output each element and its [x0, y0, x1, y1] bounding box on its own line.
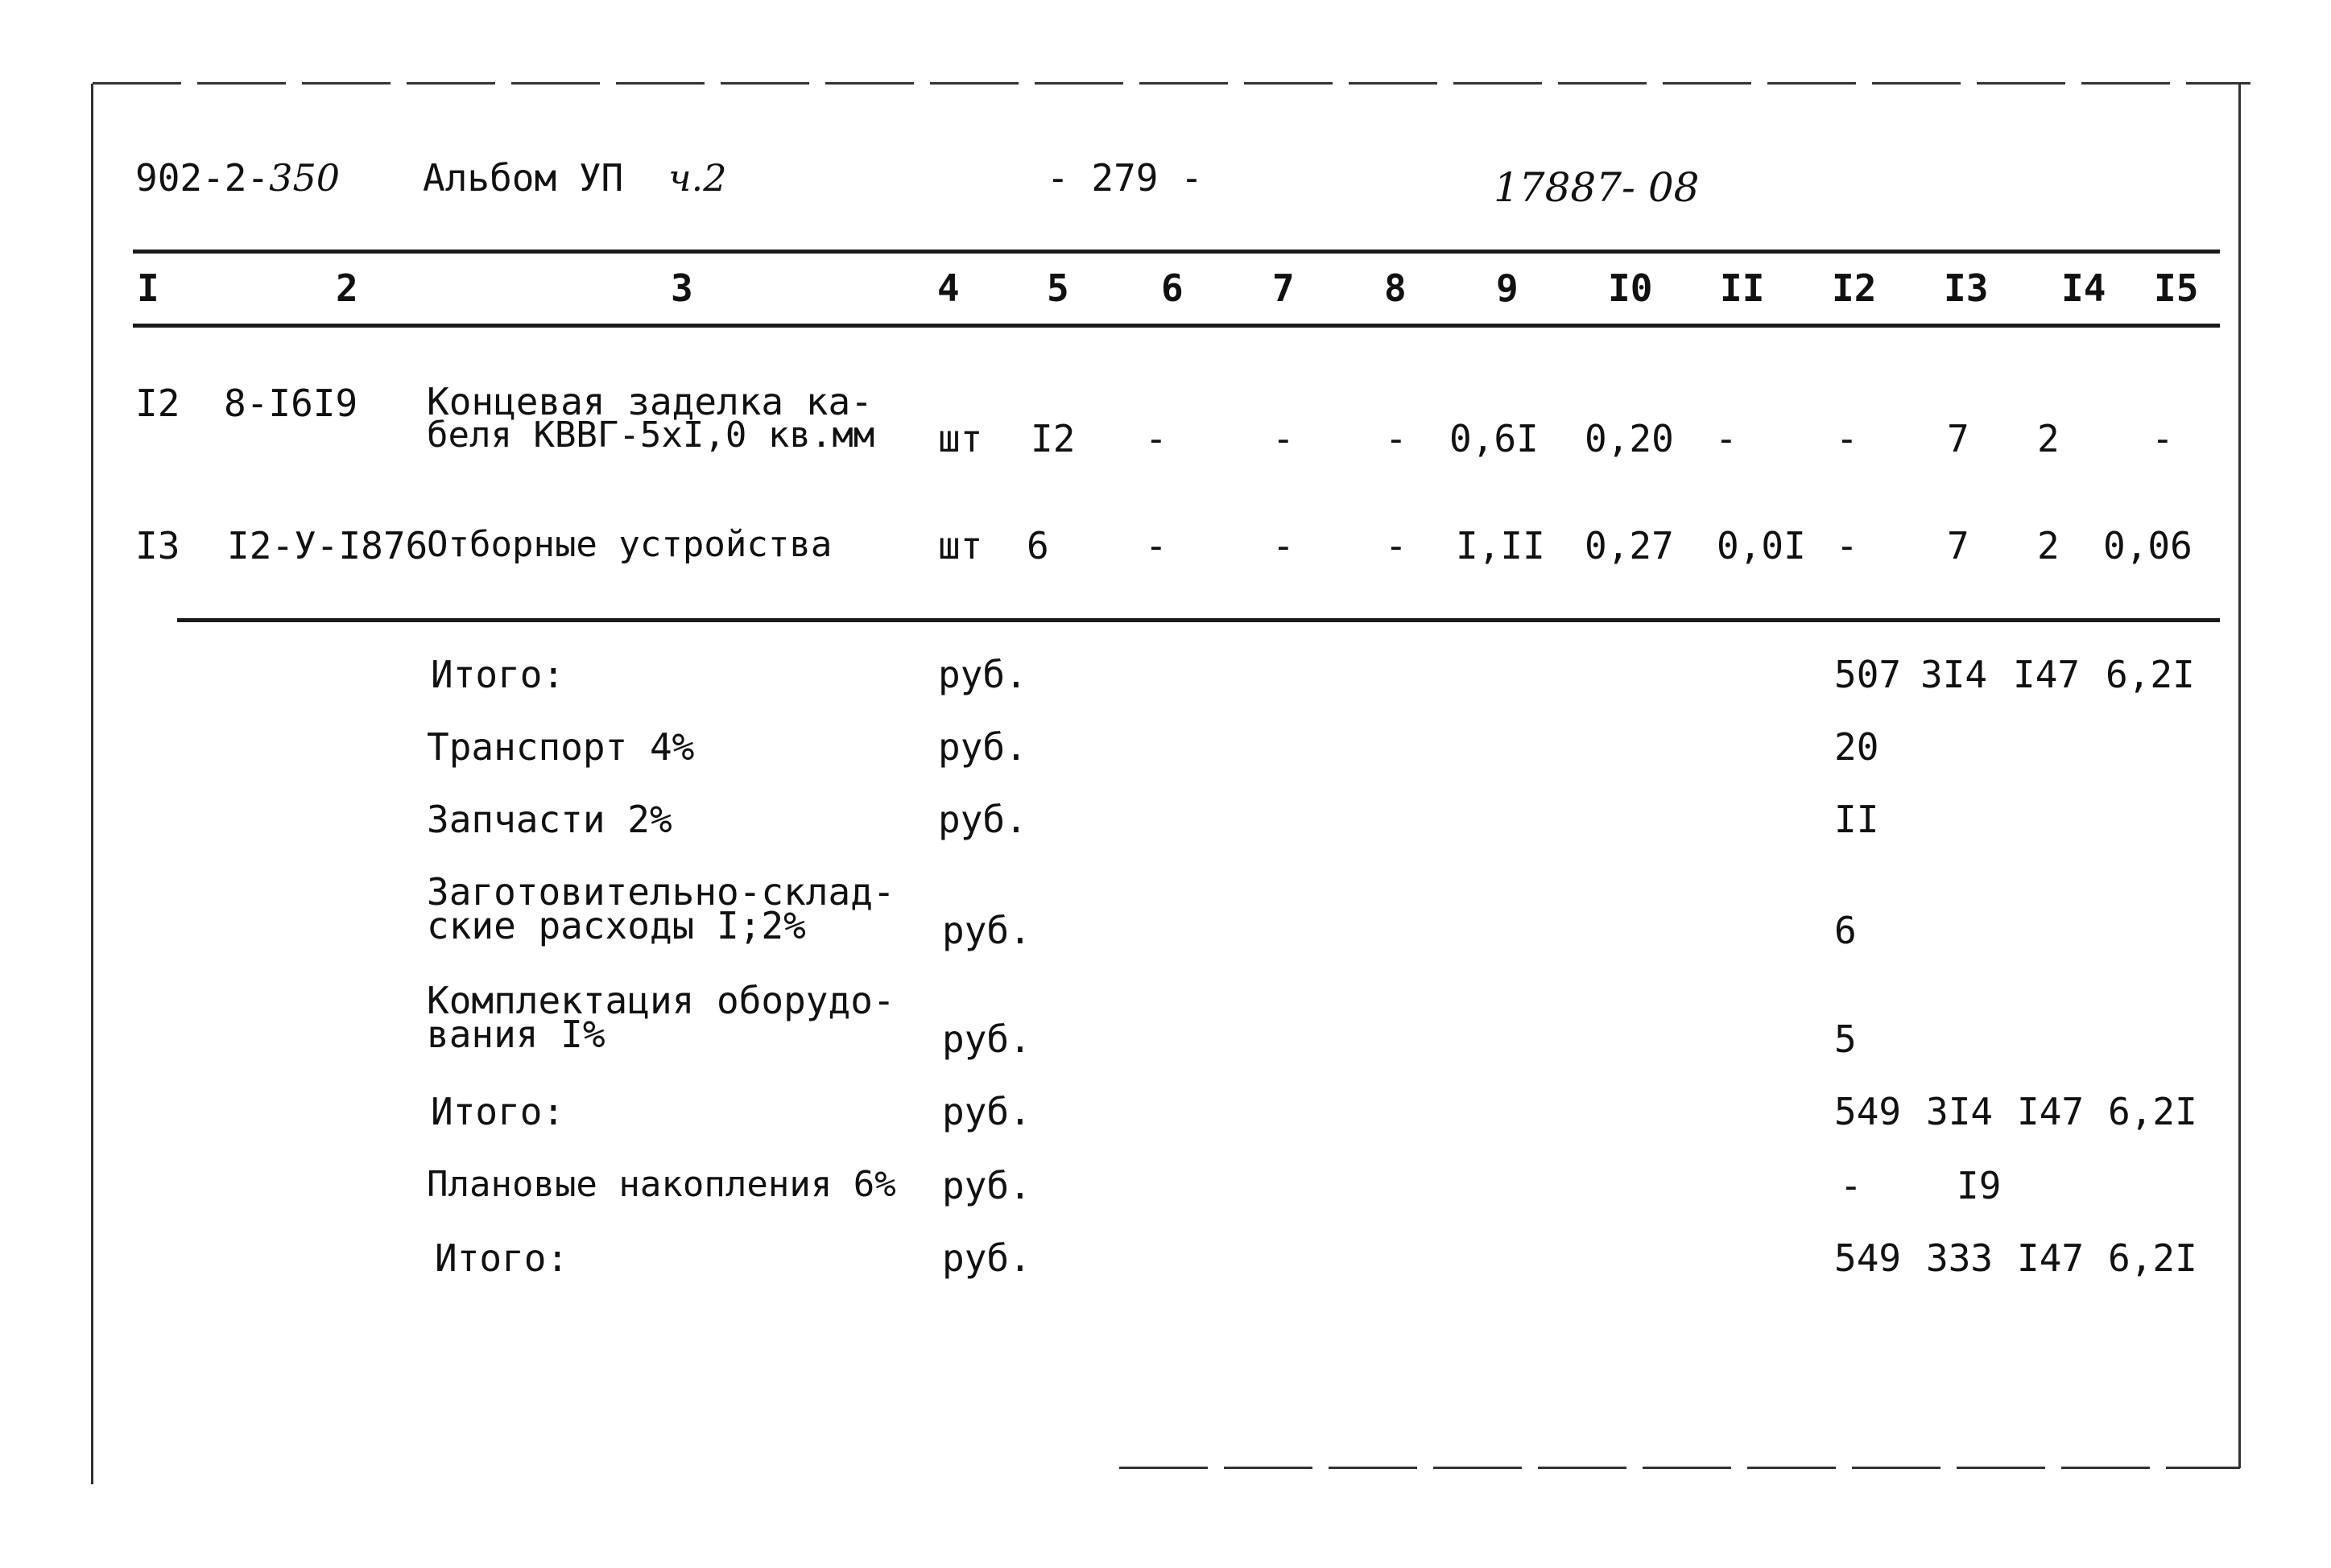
summary-value-13: 3I4 — [1920, 653, 1988, 696]
column-header: 7 — [1272, 266, 1295, 310]
column-header: 9 — [1496, 266, 1519, 310]
summary-label — [427, 870, 895, 947]
row-cell-14: 2 — [2037, 417, 2060, 460]
summary-value-13: 333 — [1926, 1236, 1994, 1280]
row-cell-12: - — [1836, 524, 1858, 567]
row-unit: шт — [938, 524, 983, 567]
row-cell-13: 7 — [1947, 417, 1969, 460]
summary-unit: руб. — [938, 653, 1027, 696]
row-code: I2-У-I876 — [227, 524, 428, 567]
row-cell-10: 0,20 — [1585, 417, 1674, 460]
summary-unit: руб. — [942, 909, 1031, 952]
row-cell-5: I2 — [1031, 417, 1076, 460]
row-cell-15: - — [2151, 417, 2174, 460]
summary-value-13: I9 — [1957, 1164, 2002, 1207]
row-name: Отборные устройства — [427, 524, 833, 565]
album-code-prefix: 902-2- — [135, 156, 270, 200]
album-part-handwritten: ч.2 — [668, 156, 727, 200]
column-header: 4 — [937, 266, 960, 310]
summary-unit: руб. — [942, 1017, 1031, 1061]
summary-label-line: Комплектация оборудо- — [427, 979, 895, 1022]
summary-unit: руб. — [938, 725, 1027, 769]
album-title: Альбом УП — [423, 156, 624, 200]
frame-right-border — [2238, 84, 2241, 1468]
row-name-line: Концевая заделка ка- — [427, 380, 873, 423]
row-name — [427, 380, 875, 456]
album-code-handwritten: 350 — [269, 156, 340, 200]
row-cell-5: 6 — [1027, 524, 1049, 567]
row-cell-14: 2 — [2037, 524, 2060, 567]
summary-label-line: ские расходы I;2% — [427, 904, 806, 947]
summary-value-13: 3I4 — [1926, 1090, 1994, 1133]
row-cell-6: - — [1145, 524, 1168, 567]
column-header: 5 — [1047, 266, 1069, 310]
summary-value-12: II — [1834, 798, 1879, 841]
column-header: I4 — [2061, 266, 2106, 310]
summary-value-12: 20 — [1834, 725, 1879, 769]
summary-label: Транспорт 4% — [427, 725, 695, 769]
summary-value-12: 5 — [1834, 1017, 1857, 1061]
frame-left-border — [91, 84, 93, 1484]
row-cell-9: 0,6I — [1449, 417, 1539, 460]
column-header: 3 — [671, 266, 693, 310]
row-number: I3 — [135, 524, 180, 567]
summary-value-12: - — [1840, 1164, 1862, 1207]
summary-label-line: Заготовительно-склад- — [427, 870, 895, 914]
summary-label: Итого: — [435, 1236, 569, 1280]
column-header: I2 — [1832, 266, 1877, 310]
header-rule-top — [133, 250, 2220, 254]
row-cell-9: I,II — [1456, 524, 1545, 567]
row-cell-6: - — [1145, 417, 1168, 460]
row-cell-7: - — [1272, 524, 1295, 567]
summary-label — [427, 979, 895, 1056]
column-header: I — [137, 266, 159, 310]
column-header: 2 — [336, 266, 358, 310]
summary-value-15: 6,2I — [2108, 1236, 2197, 1280]
column-header: II — [1720, 266, 1765, 310]
summary-label: Итого: — [431, 1090, 565, 1133]
row-code: 8-I6I9 — [224, 382, 358, 425]
frame-top-border — [93, 82, 2250, 85]
summary-value-14: I47 — [2017, 1090, 2085, 1133]
row-cell-11: 0,0I — [1717, 524, 1806, 567]
row-cell-13: 7 — [1947, 524, 1969, 567]
column-header: 8 — [1384, 266, 1407, 310]
column-header: I5 — [2154, 266, 2199, 310]
summary-unit: руб. — [942, 1236, 1031, 1280]
summary-label: Плановые накопления 6% — [427, 1164, 896, 1205]
row-name-line: беля КВВГ-5хI,0 кв.мм — [427, 415, 875, 456]
summary-unit: руб. — [942, 1090, 1031, 1133]
summary-label-line: вания I% — [427, 1013, 605, 1056]
row-cell-7: - — [1272, 417, 1295, 460]
summary-value-12: 6 — [1834, 909, 1857, 952]
summary-value-14: I47 — [2017, 1236, 2085, 1280]
summary-value-14: I47 — [2013, 653, 2081, 696]
column-header: I0 — [1608, 266, 1653, 310]
column-header: 6 — [1161, 266, 1184, 310]
summary-unit: руб. — [942, 1164, 1031, 1207]
row-number: I2 — [135, 382, 180, 425]
summary-value-12: 549 — [1834, 1236, 1902, 1280]
row-cell-8: - — [1385, 417, 1407, 460]
header-rule-bottom — [133, 324, 2220, 328]
summary-value-12: 549 — [1834, 1090, 1902, 1133]
summary-rule — [177, 618, 2220, 622]
album-code — [135, 156, 340, 200]
summary-value-12: 507 — [1834, 653, 1902, 696]
row-cell-8: - — [1385, 524, 1407, 567]
row-cell-15: 0,06 — [2103, 524, 2193, 567]
summary-label: Итого: — [431, 653, 565, 696]
document-number: 17887- 08 — [1494, 164, 1700, 211]
row-cell-11: - — [1715, 417, 1738, 460]
column-header: I3 — [1944, 266, 1989, 310]
row-cell-12: - — [1836, 417, 1858, 460]
row-cell-10: 0,27 — [1585, 524, 1674, 567]
frame-bottom-border — [1119, 1467, 2240, 1469]
summary-label: Запчасти 2% — [427, 798, 672, 841]
row-unit: шт — [938, 417, 983, 460]
page-number: - 279 - — [1047, 156, 1203, 200]
summary-unit: руб. — [938, 798, 1027, 841]
summary-value-15: 6,2I — [2106, 653, 2195, 696]
summary-value-15: 6,2I — [2108, 1090, 2197, 1133]
